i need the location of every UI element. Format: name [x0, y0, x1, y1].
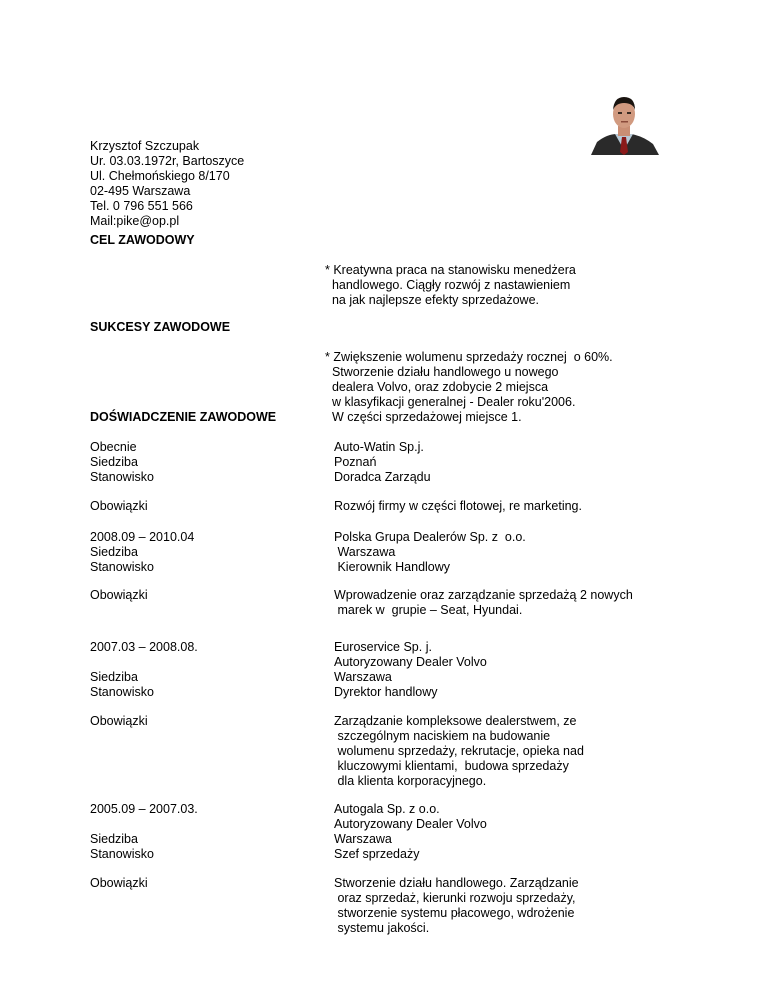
person-name: Krzysztof Szczupak	[90, 139, 200, 153]
duties-label: Obowiązki	[90, 499, 148, 513]
sukcesy-line: * Zwiększenie wolumenu sprzedaży rocznej o 60%.	[325, 350, 613, 364]
job-value: Autoryzowany Dealer Volvo	[334, 817, 487, 831]
address-city: 02-495 Warszawa	[90, 184, 191, 198]
duties-label: Obowiązki	[90, 588, 148, 602]
sukcesy-line: W części sprzedażowej miejsce 1.	[325, 410, 522, 424]
job-value: Poznań	[334, 455, 377, 469]
job-label: Stanowisko	[90, 470, 154, 484]
job-value: Auto-Watin Sp.j.	[334, 440, 424, 454]
duties-line: marek w grupie – Seat, Hyundai.	[334, 603, 523, 617]
job-value: Dyrektor handlowy	[334, 685, 438, 699]
job-value: Warszawa	[334, 545, 396, 559]
job-value: Polska Grupa Dealerów Sp. z o.o.	[334, 530, 526, 544]
job-label: Siedziba	[90, 670, 138, 684]
job-label: Siedziba	[90, 832, 138, 846]
section-heading-sukcesy: SUKCESY ZAWODOWE	[90, 320, 231, 334]
job-label: Stanowisko	[90, 685, 154, 699]
email-address: Mail:pike@op.pl	[90, 214, 180, 228]
portrait-photo-icon	[587, 92, 661, 155]
duties-line: kluczowymi klientami, budowa sprzedaży	[334, 759, 569, 773]
duties-label: Obowiązki	[90, 714, 148, 728]
section-heading-doswiadczenie: DOŚWIADCZENIE ZAWODOWE	[90, 410, 277, 424]
job-value: Euroservice Sp. j.	[334, 640, 432, 654]
job-label: 2008.09 – 2010.04	[90, 530, 195, 544]
duties-label: Obowiązki	[90, 876, 148, 890]
section-heading-cel: CEL ZAWODOWY	[90, 233, 195, 247]
job-value: Doradca Zarządu	[334, 470, 431, 484]
job-label: 2005.09 – 2007.03.	[90, 802, 198, 816]
sukcesy-line: w klasyfikacji generalnej - Dealer roku'2006.	[325, 395, 576, 409]
address-street: Ul. Chełmońskiego 8/170	[90, 169, 230, 183]
duties-line: Wprowadzenie oraz zarządzanie sprzedażą 2 nowych	[334, 588, 633, 602]
sukcesy-line: Stworzenie działu handlowego u nowego	[325, 365, 559, 379]
duties-line: wolumenu sprzedaży, rekrutacje, opieka nad	[334, 744, 584, 758]
duties-line: szczególnym naciskiem na budowanie	[334, 729, 551, 743]
duties-line: Zarządzanie kompleksowe dealerstwem, ze	[334, 714, 577, 728]
cel-line: * Kreatywna praca na stanowisku menedżera	[325, 263, 576, 277]
job-value: Szef sprzedaży	[334, 847, 420, 861]
sukcesy-line: dealera Volvo, oraz zdobycie 2 miejsca	[325, 380, 549, 394]
job-label: Siedziba	[90, 545, 138, 559]
job-value: Warszawa	[334, 832, 392, 846]
duties-line: Rozwój firmy w części flotowej, re marketing.	[334, 499, 582, 513]
duties-line: systemu jakości.	[334, 921, 430, 935]
job-label: Siedziba	[90, 455, 138, 469]
cel-line: na jak najlepsze efekty sprzedażowe.	[325, 293, 540, 307]
duties-line: oraz sprzedaż, kierunki rozwoju sprzedaży,	[334, 891, 576, 905]
duties-line: Stworzenie działu handlowego. Zarządzanie	[334, 876, 579, 890]
cel-line: handlowego. Ciągły rozwój z nastawieniem	[325, 278, 571, 292]
duties-line: dla klienta korporacyjnego.	[334, 774, 487, 788]
duties-line: stworzenie systemu płacowego, wdrożenie	[334, 906, 575, 920]
job-label: Obecnie	[90, 440, 137, 454]
job-value: Kierownik Handlowy	[334, 560, 451, 574]
birth-info: Ur. 03.03.1972r, Bartoszyce	[90, 154, 245, 168]
job-value: Autoryzowany Dealer Volvo	[334, 655, 487, 669]
job-label: Stanowisko	[90, 560, 154, 574]
job-value: Autogala Sp. z o.o.	[334, 802, 440, 816]
phone-number: Tel. 0 796 551 566	[90, 199, 193, 213]
job-label: Stanowisko	[90, 847, 154, 861]
job-label: 2007.03 – 2008.08.	[90, 640, 198, 654]
job-value: Warszawa	[334, 670, 392, 684]
